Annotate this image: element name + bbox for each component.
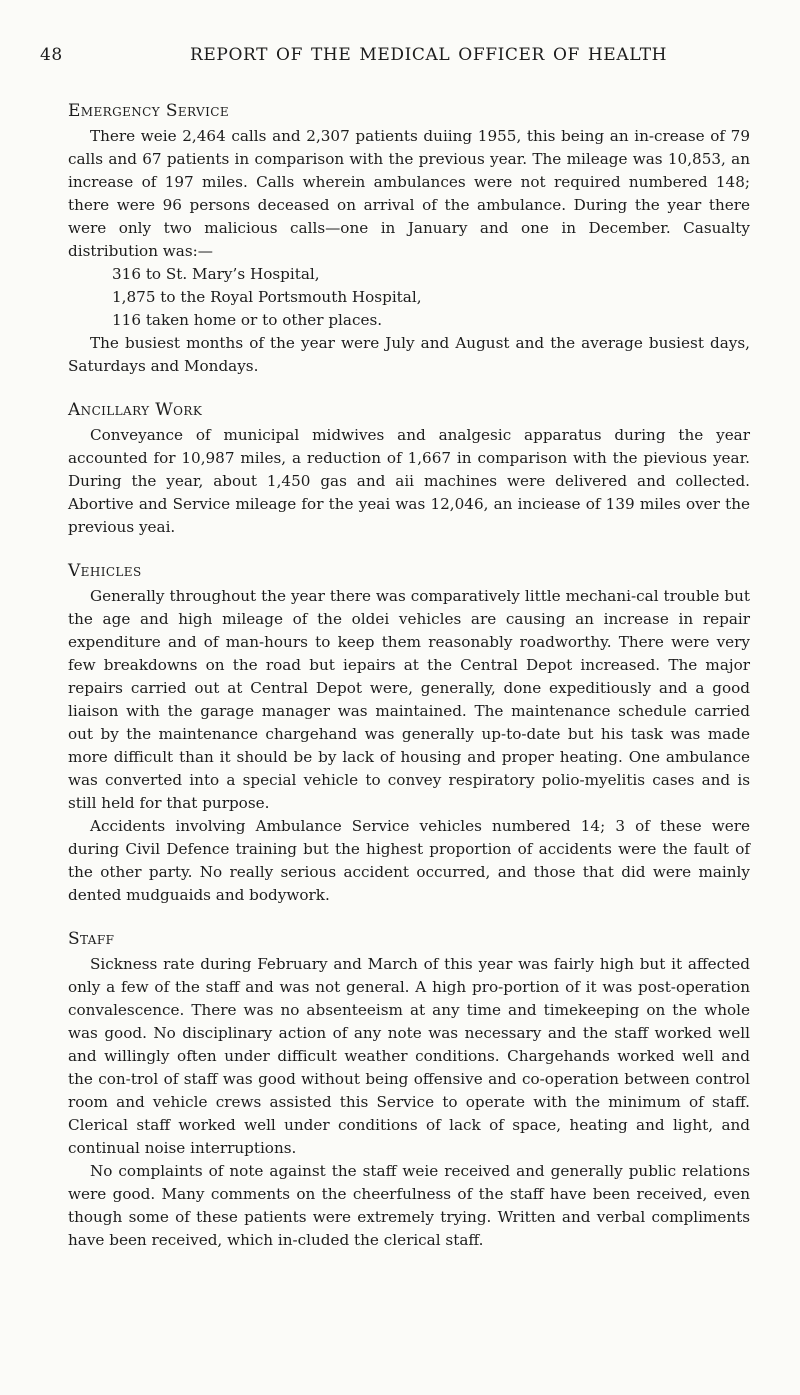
section-heading: Ancillary Work [68, 400, 203, 420]
page-number: 48 [40, 45, 63, 65]
section-staff [68, 928, 750, 1252]
section-heading: Emergency Service [68, 101, 230, 121]
section-heading: Staff [68, 929, 115, 949]
paragraph: Conveyance of municipal midwives and analgesic apparatus during the year accounted for 10,987 miles, a reduction of 1,667 in comparison with the pievious year. During the year, about 1,450 gas and aii machines were delivered and collected. Abortive and Service mileage for the yeai was 12,046, an inciease of 139 miles over the previous yeai. [68, 426, 750, 536]
paragraph: No complaints of note against the staff weie received and generally public relations were good. Many comments on the cheerfulness of the staff have been received, even though some of these patients were extremely trying. Written and verbal compliments have been received, which in-cluded the clerical staff. [68, 1162, 750, 1249]
casualty-distribution-list [112, 263, 750, 332]
section-emergency-service [68, 100, 750, 378]
section-vehicles [68, 560, 750, 907]
list-item: 316 to St. Mary’s Hospital, [112, 265, 320, 283]
list-item: 116 taken home or to other places. [112, 311, 383, 329]
list-item: 1,875 to the Royal Portsmouth Hospital, [112, 288, 422, 306]
paragraph: There weie 2,464 calls and 2,307 patients duiing 1955, this being an in-crease of 79 calls and 67 patients in comparison with the previous year. The mileage was 10,853, an increase of 197 miles. Calls wherein ambulances were not required numbered 148; there were 96 persons deceased on arrival of the ambulance. During the year there were only two malicious calls—one in January and one in December. Casualty distribution was:— [68, 127, 750, 260]
running-title: REPORT OF THE MEDICAL OFFICER OF HEALTH [190, 45, 668, 65]
paragraph: Sickness rate during February and March of this year was fairly high but it affected only a few of the staff and was not general. A high pro-portion of it was post-operation convalescence. There was no absenteeism at any time and timekeeping on the whole was good. No disciplinary action of any note was necessary and the staff worked well and willingly often under difficult weather conditions. Chargehands worked well and the con-trol of staff was good without being offensive and co-operation between control room and vehicle crews assisted this Service to operate with the minimum of staff. Clerical staff worked well under conditions of lack of space, heating and light, and continual noise interruptions. [68, 955, 750, 1157]
paragraph: Accidents involving Ambulance Service vehicles numbered 14; 3 of these were during Civil Defence training but the highest proportion of accidents were the fault of the other party. No really serious accident occurred, and those that did were mainly dented mudguaids and bodywork. [68, 817, 750, 904]
body-text [68, 100, 750, 1252]
section-heading: Vehicles [68, 561, 142, 581]
section-ancillary-work [68, 399, 750, 539]
paragraph: Generally throughout the year there was comparatively little mechani-cal trouble but the age and high mileage of the oldei vehicles are causing an increase in repair expenditure and of man-hours to keep them reasonably roadworthy. There were very few breakdowns on the road but iepairs at the Central Depot increased. The major repairs carried out at Central Depot were, generally, done expeditiously and a good liaison with the garage manager was maintained. The maintenance schedule carried out by the maintenance chargehand was generally up-to-date but his task was made more difficult than it should be by lack of housing and proper heating. One ambulance was converted into a special vehicle to convey respiratory polio-myelitis cases and is still held for that purpose. [68, 587, 750, 812]
paragraph: The busiest months of the year were July and August and the average busiest days, Saturdays and Mondays. [68, 334, 750, 375]
